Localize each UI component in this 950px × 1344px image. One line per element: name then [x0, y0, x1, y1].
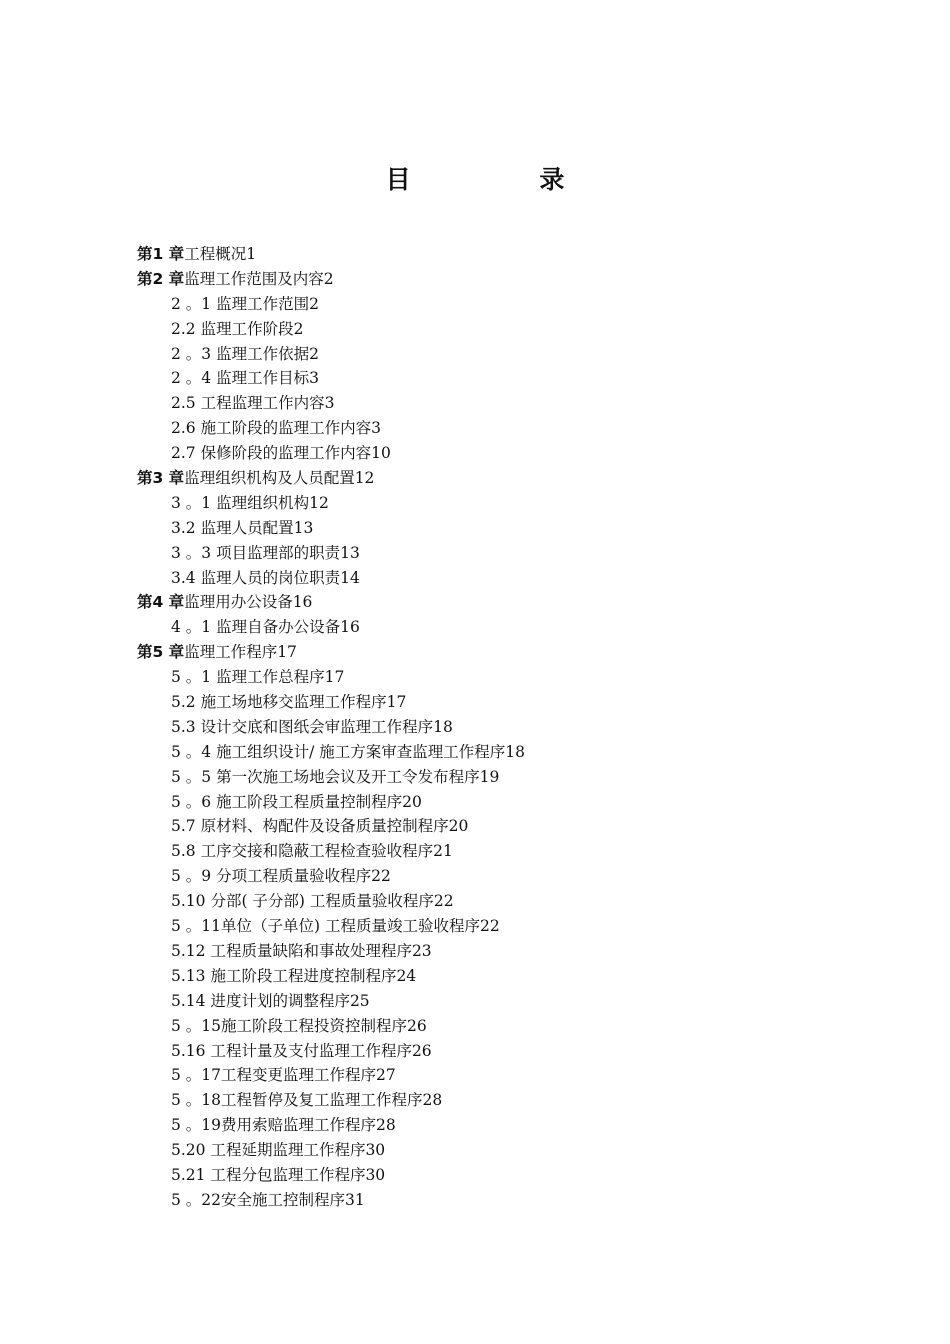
toc-section-entry[interactable]: [137, 939, 837, 964]
toc-entry-text: 5.21 工程分包监理工作程序30: [171, 1165, 386, 1184]
toc-entry-text: 5.3 设计交底和图纸会审监理工作程序18: [171, 717, 453, 736]
toc-section-entry[interactable]: [137, 516, 837, 541]
toc-entry-text: 5.2 施工场地移交监理工作程序17: [171, 693, 407, 712]
page-title: 目 录: [385, 165, 625, 194]
toc-section-entry[interactable]: [137, 416, 837, 441]
toc-entry-text: 5.8 工序交接和隐蔽工程检查验收程序21: [171, 842, 453, 861]
toc-section-entry[interactable]: [137, 665, 837, 690]
toc-entry-text: 5 。11单位（子单位) 工程质量竣工验收程序22: [171, 917, 500, 936]
toc-section-entry[interactable]: [137, 839, 837, 864]
toc-section-entry[interactable]: [137, 1163, 837, 1188]
toc-chapter-number: 第5 章: [137, 643, 185, 662]
toc-entry-text: 5 。17工程变更监理工作程序27: [171, 1066, 396, 1085]
toc-entry-text: 5 。18工程暂停及复工监理工作程序28: [171, 1091, 443, 1110]
toc-entry-text: 5.12 工程质量缺陷和事故处理程序23: [171, 941, 432, 960]
toc-section-entry[interactable]: [137, 615, 837, 640]
toc-entry-text: 5 。5 第一次施工场地会议及开工令发布程序19: [171, 767, 500, 786]
toc-entry-text: 5 。4 施工组织设计/ 施工方案审查监理工作程序18: [171, 742, 525, 761]
toc-chapter-number: 第2 章: [137, 269, 185, 288]
toc-entry-text: 5 。1 监理工作总程序17: [171, 668, 345, 687]
toc-entry-text: 监理工作范围及内容2: [184, 269, 334, 288]
toc-section-entry[interactable]: [137, 1063, 837, 1088]
toc-section-entry[interactable]: [137, 765, 837, 790]
toc-section-entry[interactable]: [137, 1039, 837, 1064]
toc-entry-text: 5 。15施工阶段工程投资控制程序26: [171, 1016, 427, 1035]
toc-section-entry[interactable]: [137, 541, 837, 566]
toc-chapter-number: 第3 章: [137, 469, 185, 488]
toc-entry-text: 3.2 监理人员配置13: [171, 518, 314, 537]
toc-entry-text: 2.7 保修阶段的监理工作内容10: [171, 444, 391, 463]
toc-entry-text: 3 。3 项目监理部的职责13: [171, 543, 360, 562]
toc-entry-text: 5.7 原材料、构配件及设备质量控制程序20: [171, 817, 469, 836]
toc-entry-text: 4 。1 监理自备办公设备16: [171, 618, 360, 637]
toc-section-entry[interactable]: [137, 342, 837, 367]
toc-entry-text: 5.16 工程计量及支付监理工作程序26: [171, 1041, 432, 1060]
toc-section-entry[interactable]: [137, 989, 837, 1014]
toc-chapter-number: 第1 章: [137, 245, 185, 263]
toc-section-entry[interactable]: [137, 1138, 837, 1163]
toc-entry-text: 2 。1 监理工作范围2: [171, 294, 319, 313]
toc-entry-text: 工程概况1: [184, 245, 257, 263]
toc-entry-text: 2.2 监理工作阶段2: [171, 319, 304, 338]
toc-entry-text: 监理组织机构及人员配置12: [184, 469, 375, 488]
toc-chapter-entry[interactable]: [137, 466, 837, 491]
toc-section-entry[interactable]: [137, 864, 837, 889]
toc-section-entry[interactable]: [137, 690, 837, 715]
toc-section-entry[interactable]: [137, 790, 837, 815]
toc-section-entry[interactable]: [137, 1014, 837, 1039]
toc-entry-text: 5 。9 分项工程质量验收程序22: [171, 867, 391, 886]
toc-section-entry[interactable]: [137, 914, 837, 939]
toc-entry-text: 2.5 工程监理工作内容3: [171, 394, 335, 413]
toc-chapter-entry[interactable]: [137, 640, 837, 665]
toc-entry-text: 2.6 施工阶段的监理工作内容3: [171, 419, 381, 438]
toc-section-entry[interactable]: [137, 889, 837, 914]
toc-entry-text: 监理用办公设备16: [184, 593, 313, 612]
toc-section-entry[interactable]: [137, 391, 837, 416]
toc-entry-text: 5 。19费用索赔监理工作程序28: [171, 1116, 396, 1135]
toc-entry-text: 2 。4 监理工作目标3: [171, 369, 319, 388]
toc-section-entry[interactable]: [137, 715, 837, 740]
toc-chapter-entry[interactable]: [137, 590, 837, 615]
toc-section-entry[interactable]: [137, 441, 837, 466]
toc-section-entry[interactable]: [137, 491, 837, 516]
toc-entry-text: 5 。22安全施工控制程序31: [171, 1190, 365, 1209]
toc-chapter-entry[interactable]: [137, 242, 837, 267]
toc-entry-text: 5 。6 施工阶段工程质量控制程序20: [171, 792, 422, 811]
toc-section-entry[interactable]: [137, 740, 837, 765]
toc-entry-text: 3.4 监理人员的岗位职责14: [171, 568, 360, 587]
toc-section-entry[interactable]: [137, 366, 837, 391]
toc-entry-text: 5.10 分部( 子分部) 工程质量验收程序22: [171, 892, 454, 911]
toc-chapter-entry[interactable]: [137, 267, 837, 292]
toc-entry-text: 5.20 工程延期监理工作程序30: [171, 1141, 386, 1160]
toc-section-entry[interactable]: [137, 1188, 837, 1213]
toc-section-entry[interactable]: [137, 814, 837, 839]
toc-section-entry[interactable]: [137, 317, 837, 342]
toc-entry-text: 3 。1 监理组织机构12: [171, 493, 329, 512]
toc-entry-text: 5.14 进度计划的调整程序25: [171, 991, 370, 1010]
table-of-contents: [137, 242, 837, 1213]
toc-entry-text: 5.13 施工阶段工程进度控制程序24: [171, 966, 417, 985]
toc-section-entry[interactable]: [137, 1088, 837, 1113]
toc-entry-text: 2 。3 监理工作依据2: [171, 344, 319, 363]
toc-section-entry[interactable]: [137, 964, 837, 989]
toc-section-entry[interactable]: [137, 292, 837, 317]
toc-chapter-number: 第4 章: [137, 593, 185, 612]
toc-section-entry[interactable]: [137, 566, 837, 591]
toc-section-entry[interactable]: [137, 1113, 837, 1138]
toc-entry-text: 监理工作程序17: [184, 643, 297, 662]
